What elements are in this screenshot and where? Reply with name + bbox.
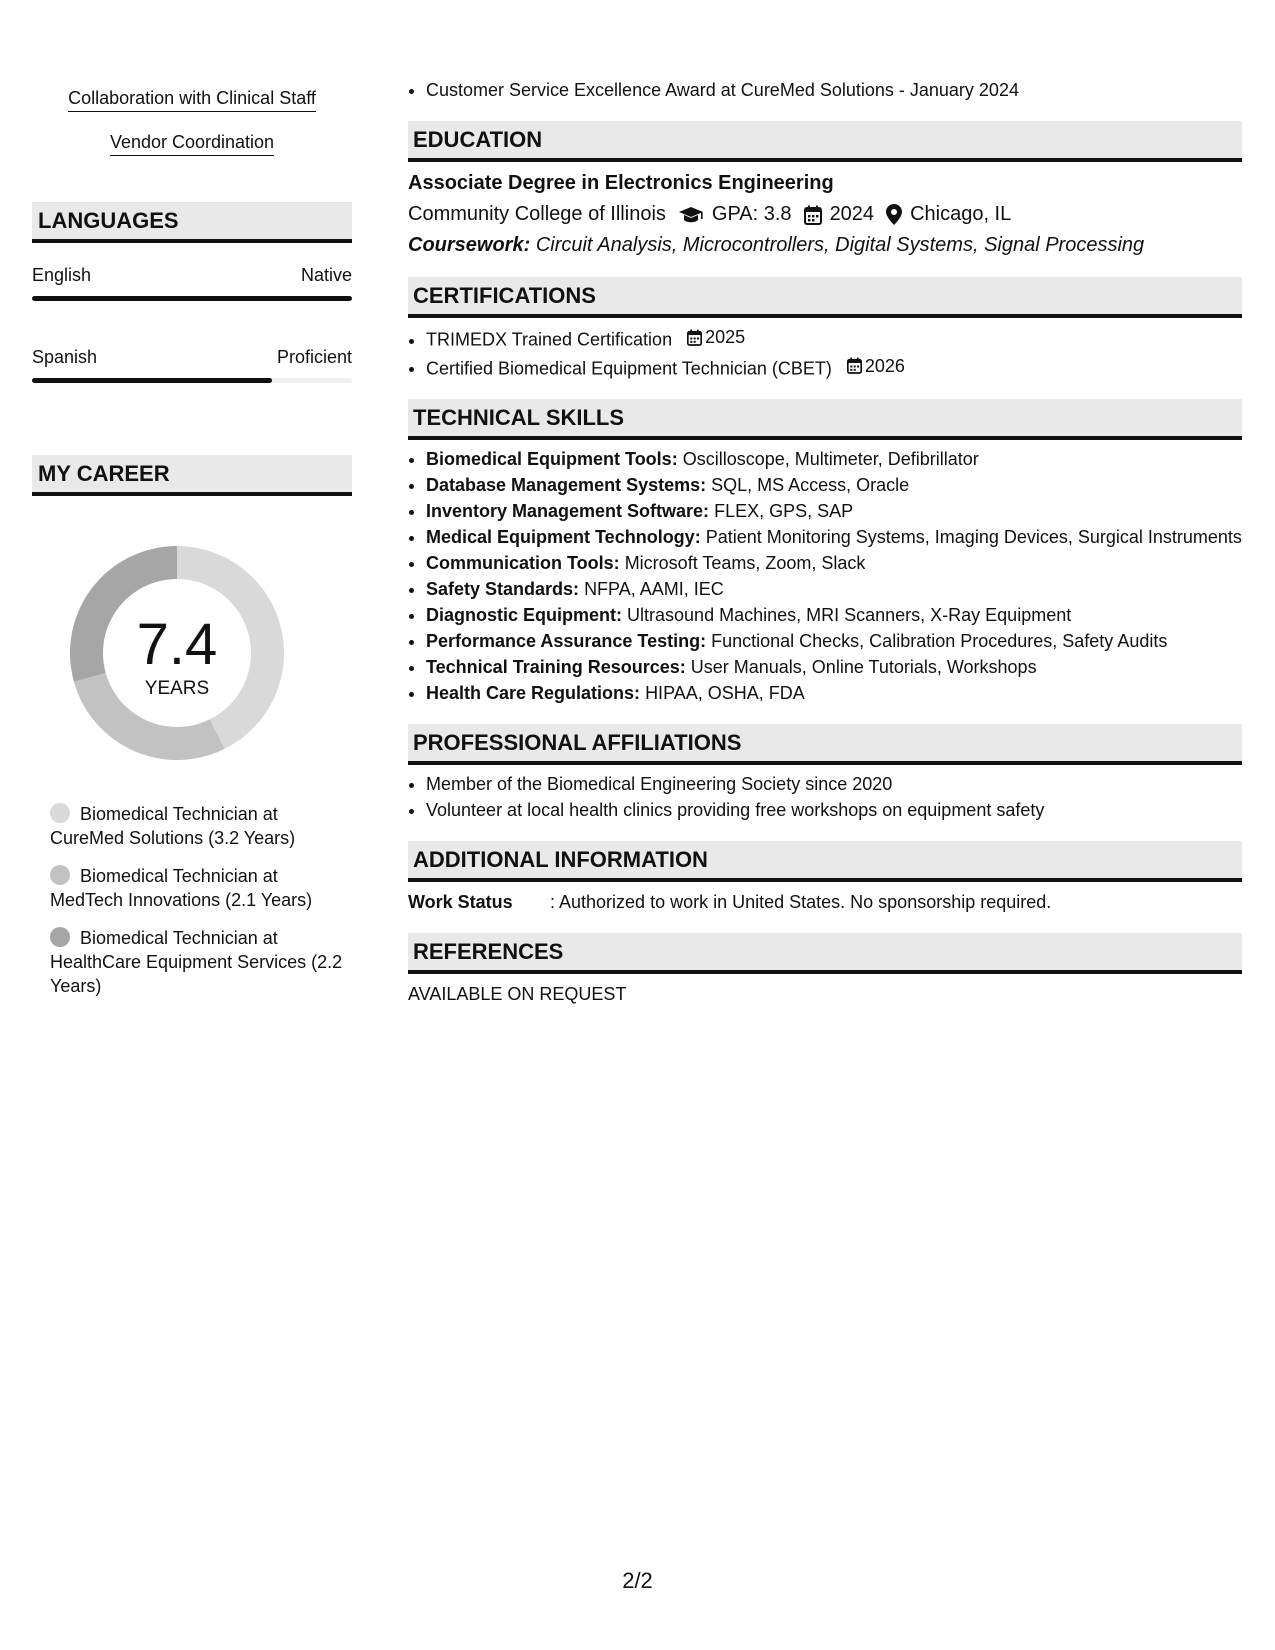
references-text: AVAILABLE ON REQUEST [408,984,627,1004]
career-legend-item [50,864,352,912]
skill-label: Biomedical Equipment Tools: [426,449,678,469]
legend-dot [50,865,70,885]
skill-item [426,604,1242,626]
certification-item [426,355,1242,380]
legend-dot [50,927,70,947]
work-status-label: Work Status [408,892,513,912]
language-item [32,347,352,383]
skill-value: Patient Monitoring Systems, Imaging Devices, Surgical Instruments [705,527,1242,547]
skill-label: Technical Training Resources: [426,657,686,677]
skill-value: FLEX, GPS, SAP [714,501,854,521]
calendar-icon [804,205,822,225]
career-legend-label: Biomedical Technician at HealthCare Equipment Services (2.2 Years) [50,928,343,996]
skill-label: Performance Assurance Testing: [426,631,707,651]
career-legend-label: Biomedical Technician at CureMed Solutions (3.2 Years) [50,804,296,848]
map-pin-icon [886,204,902,225]
skill-label: Communication Tools: [426,553,620,573]
skill-value: Microsoft Teams, Zoom, Slack [624,553,866,573]
certification-date [847,355,905,377]
education-gpa: GPA: 3.8 [711,203,792,225]
education-coursework [408,234,1242,257]
skill-label: Inventory Management Software: [426,501,710,521]
language-bar-fill [32,378,272,383]
language-name: Spanish [32,347,98,367]
language-item [32,265,352,301]
skill-item [426,474,1242,496]
coursework-value: Circuit Analysis, Microcontrollers, Digital Systems, Signal Processing [535,234,1145,256]
legend-dot [50,803,70,823]
career-legend-item [50,802,352,850]
certification-name: Certified Biomedical Equipment Technician (CBET) [426,358,832,378]
skill-item [426,578,1242,600]
career-legend [32,802,352,998]
language-level: Native [300,265,352,285]
career-total-unit: YEARS [144,678,210,699]
skill-value: Oscilloscope, Multimeter, Defibrillator [682,449,979,469]
page-number: 2/2 [622,1568,653,1593]
skill-item [426,448,1242,470]
certification-date [687,326,745,348]
education-meta [408,203,1242,226]
skill-item [426,630,1242,652]
skill-label: Database Management Systems: [426,475,707,495]
award-item: • Customer Service Excellence Award at CureMed Solutions - January 2024 [426,80,1242,101]
language-bar [32,378,352,383]
skill-item [426,526,1242,548]
skill-value: NFPA, AAMI, IEC [584,579,724,599]
calendar-icon [847,357,862,374]
skill-item [426,552,1242,574]
career-donut-chart [62,538,292,768]
references-heading: REFERENCES [408,933,1242,974]
coursework-label: Coursework: [408,234,531,256]
skill-tag: Vendor Coordination [110,132,274,156]
career-legend-item [50,926,352,998]
language-level: Proficient [276,347,352,367]
skill-value: Functional Checks, Calibration Procedures, Safety Audits [711,631,1168,651]
education-degree: Associate Degree in Electronics Engineering [408,172,834,194]
awards-list [408,80,1242,101]
education-location: Chicago, IL [910,203,1012,225]
certification-year: 2026 [864,355,905,376]
skill-label: Health Care Regulations: [426,683,641,703]
technical-skills-list [408,448,1242,704]
certification-item [426,326,1242,351]
languages-heading: LANGUAGES [32,202,352,243]
right-column [408,80,1242,1005]
additional-info-heading: ADDITIONAL INFORMATION [408,841,1242,882]
work-status-value: : Authorized to work in United States. No sponsorship required. [550,892,1052,912]
affiliation-item: • Volunteer at local health clinics providing free workshops on equipment safety [426,799,1242,821]
skill-value: User Manuals, Online Tutorials, Workshops [690,657,1037,677]
affiliations-heading: PROFESSIONAL AFFILIATIONS [408,724,1242,765]
certifications-heading: CERTIFICATIONS [408,277,1242,318]
affiliation-item: • Member of the Biomedical Engineering Society since 2020 [426,773,1242,795]
language-name: English [32,265,92,285]
skill-tag: Collaboration with Clinical Staff [68,88,316,112]
skill-value: Ultrasound Machines, MRI Scanners, X-Ray Equipment [627,605,1072,625]
career-legend-label: Biomedical Technician at MedTech Innovations (2.1 Years) [50,866,313,910]
skill-item [426,500,1242,522]
skill-value: HIPAA, OSHA, FDA [645,683,805,703]
career-heading: MY CAREER [32,455,352,496]
skill-label: Safety Standards: [426,579,580,599]
calendar-icon [687,329,702,346]
certification-name: TRIMEDX Trained Certification [426,329,673,350]
left-column [32,80,352,1012]
technical-skills-heading: TECHNICAL SKILLS [408,399,1242,440]
skill-label: Diagnostic Equipment: [426,605,623,625]
graduation-cap-icon [678,205,704,225]
education-year: 2024 [829,203,875,225]
career-total-years: 7.4 [136,612,218,677]
certifications-list [408,326,1242,379]
skill-item [426,682,1242,704]
work-status-row [408,892,1242,913]
education-school: Community College of Illinois [408,203,666,225]
certification-year: 2025 [705,327,746,347]
affiliations-list [408,773,1242,821]
education-heading: EDUCATION [408,121,1242,162]
skills-tags [32,80,352,168]
skill-item [426,656,1242,678]
skill-value: SQL, MS Access, Oracle [711,475,910,495]
skill-label: Medical Equipment Technology: [426,527,701,547]
